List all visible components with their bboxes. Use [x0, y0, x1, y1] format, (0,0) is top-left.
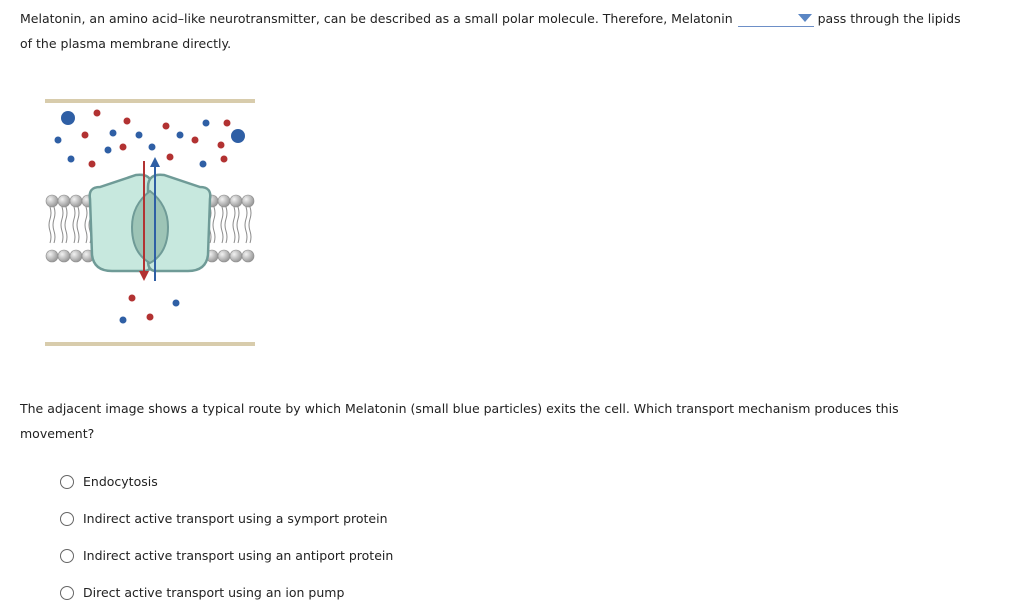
membrane-figure [40, 95, 260, 351]
option-symport[interactable] [60, 500, 393, 537]
option-label: Endocytosis [83, 474, 158, 489]
membrane-protein-diagram-icon [40, 95, 260, 351]
radio-button[interactable] [60, 475, 74, 489]
transport-protein [90, 175, 211, 271]
up-arrow-icon [150, 157, 160, 167]
question-1-text-before: Melatonin, an amino acid–like neurotransmitter, can be described as a small polar molecule. Therefore, Melatonin [20, 11, 733, 26]
bottom-boundary-line [45, 342, 255, 346]
question-2-text: The adjacent image shows a typical route by which Melatonin (small blue particles) exits the cell. Which transport mechanism produces this movement? [20, 401, 899, 441]
question-1-text-after: pass through the lipids [817, 11, 961, 26]
option-endocytosis[interactable] [60, 463, 393, 500]
inside-particles [120, 295, 180, 324]
radio-button[interactable] [60, 586, 74, 600]
option-label: Indirect active transport using a symport protein [83, 511, 388, 526]
answer-dropdown[interactable] [738, 10, 814, 27]
chevron-down-icon[interactable] [798, 14, 812, 22]
option-antiport[interactable] [60, 537, 393, 574]
right-lipid-bilayer [206, 195, 254, 262]
option-label: Indirect active transport using an antiport protein [83, 548, 394, 563]
option-ion-pump[interactable] [60, 574, 393, 611]
left-lipid-bilayer [46, 195, 94, 262]
down-arrow-icon [139, 271, 149, 281]
answer-options [60, 463, 393, 611]
radio-button[interactable] [60, 549, 74, 563]
question-1-line-2: of the plasma membrane directly. [20, 36, 232, 51]
question-1 [20, 6, 1010, 56]
option-label: Direct active transport using an ion pump [83, 585, 345, 600]
outside-particles [55, 110, 246, 168]
question-1-line-1 [20, 6, 1010, 31]
top-boundary-line [45, 99, 255, 103]
radio-button[interactable] [60, 512, 74, 526]
